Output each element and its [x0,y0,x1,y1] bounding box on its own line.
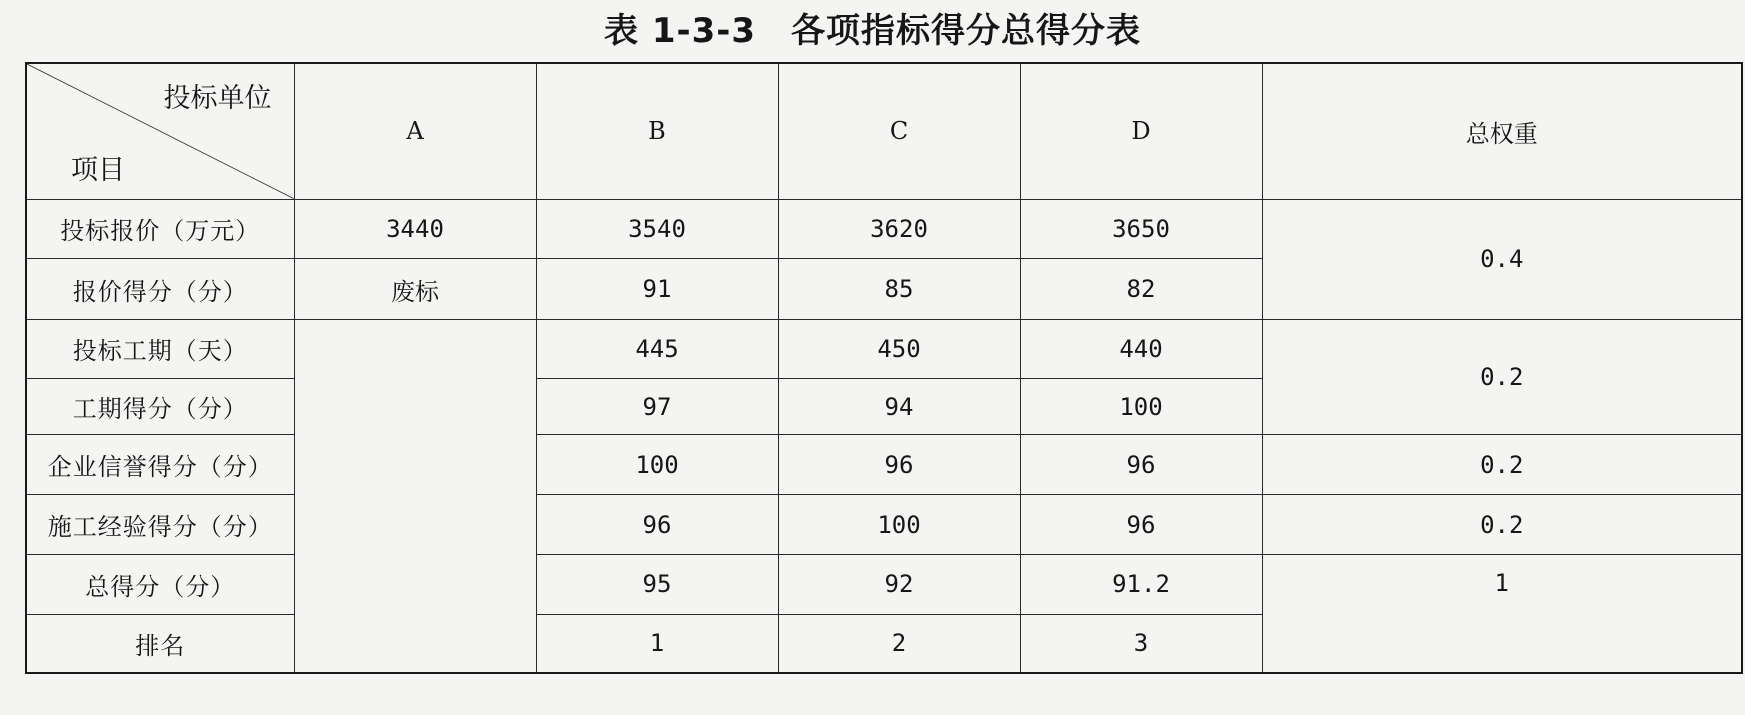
corner-header-cell [26,63,294,199]
cell-a: 废标 [294,259,536,320]
corner-label-item: 项目 [71,154,125,186]
cell-c: 85 [778,259,1020,320]
header-row [26,63,1742,199]
score-table [25,62,1743,674]
table-row [26,554,1742,614]
cell-a: 3440 [294,199,536,259]
row-label: 排名 [26,614,294,673]
cell-d: 100 [1020,378,1262,435]
table-title: 表 1-3-3 各项指标得分总得分表 [603,11,1142,51]
weight-experience: 0.2 [1262,495,1742,555]
row-label: 施工经验得分（分） [26,495,294,555]
cell-d: 82 [1020,259,1262,320]
table-row [26,435,1742,495]
cell-c: 2 [778,614,1020,673]
cell-c: 100 [778,495,1020,555]
cell-a-empty [294,320,536,673]
table-row [26,199,1742,259]
cell-c: 92 [778,554,1020,614]
weight-total: 1 [1262,554,1742,673]
cell-c: 450 [778,320,1020,379]
cell-b: 445 [536,320,778,379]
cell-d: 440 [1020,320,1262,379]
row-label: 投标报价（万元） [26,199,294,259]
row-label: 总得分（分） [26,554,294,614]
cell-b: 3540 [536,199,778,259]
cell-b: 91 [536,259,778,320]
cell-b: 95 [536,554,778,614]
cell-d: 3650 [1020,199,1262,259]
cell-b: 97 [536,378,778,435]
weight-period: 0.2 [1262,320,1742,435]
cell-d: 91.2 [1020,554,1262,614]
cell-d: 96 [1020,435,1262,495]
cell-b: 96 [536,495,778,555]
cell-c: 3620 [778,199,1020,259]
column-header-weight: 总权重 [1262,63,1742,199]
row-label: 报价得分（分） [26,259,294,320]
column-header-a: A [294,63,536,199]
table-row [26,495,1742,555]
column-header-c: C [778,63,1020,199]
corner-label-bidder: 投标单位 [163,83,272,114]
column-header-d: D [1020,63,1262,199]
cell-b: 100 [536,435,778,495]
row-label: 企业信誉得分（分） [26,435,294,495]
cell-d: 3 [1020,614,1262,673]
column-header-b: B [536,63,778,199]
cell-c: 96 [778,435,1020,495]
weight-price: 0.4 [1262,199,1742,320]
cell-b: 1 [536,614,778,673]
row-label: 工期得分（分） [26,378,294,435]
row-label: 投标工期（天） [26,320,294,379]
weight-credit: 0.2 [1262,435,1742,495]
cell-c: 94 [778,378,1020,435]
cell-d: 96 [1020,495,1262,555]
table-row [26,320,1742,379]
